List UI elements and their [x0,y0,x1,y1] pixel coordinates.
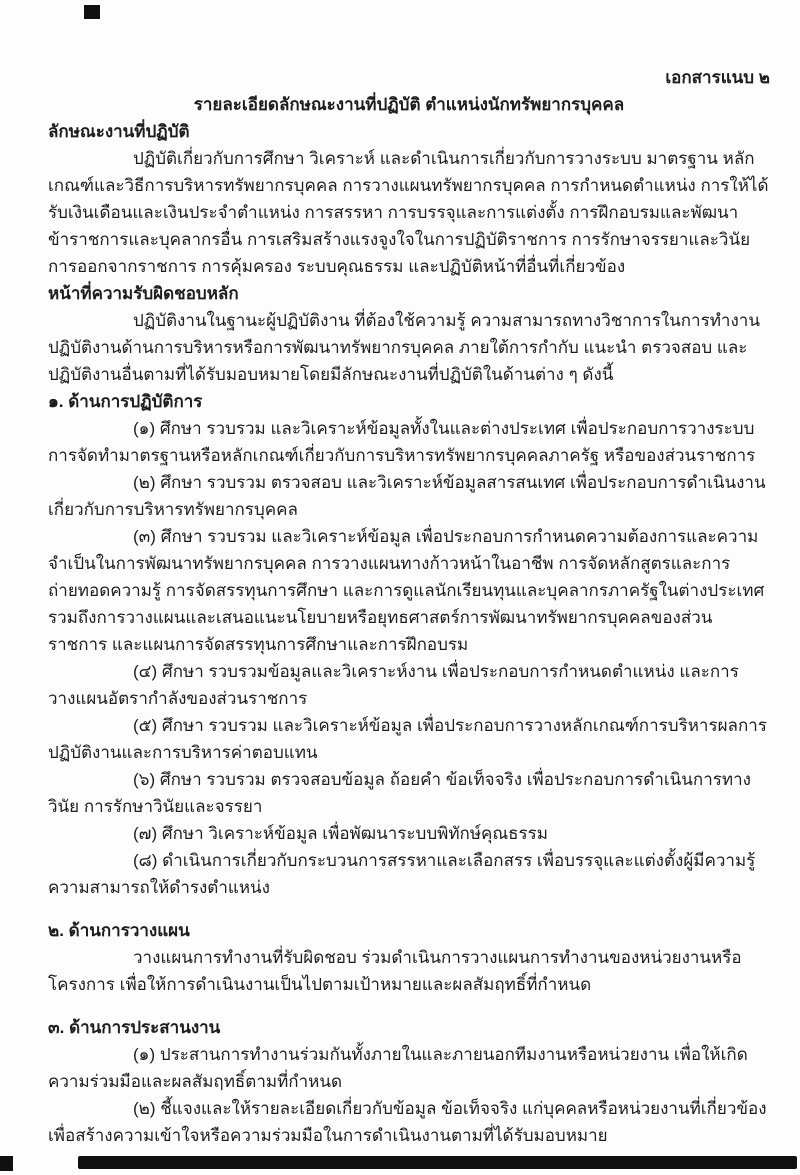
duty-item: (๑) ศึกษา รวบรวม และวิเคราะห์ข้อมูลทั้งในและต่างประเทศ เพื่อประกอบการวางระบบการจัดทำมาตรฐานหรือหลักเกณฑ์เกี่ยวกับการบริหารทรัพยากรบุคคลภาครัฐ หรือของส่วนราชการ [48,419,756,465]
scan-artifact-bottom-bar [78,1156,797,1169]
document-content [48,64,770,1149]
duty-item: (๖) ศึกษา รวบรวม ตรวจสอบข้อมูล ถ้อยคำ ข้อเท็จจริง เพื่อประกอบการดำเนินการทางวินัย การรักษาวินัยและจรรยา [48,770,751,816]
section-heading-job-description: ลักษณะงานที่ปฏิบัติ [48,122,190,141]
duty-item: (๒) ชี้แจงและให้รายละเอียดเกี่ยวกับข้อมูล ข้อเท็จจริง แก่บุคคลหรือหน่วยงานที่เกี่ยวข้องเพื่อสร้างความเข้าใจหรือความร่วมมือในการดำเนินงานตามที่ได้รับมอบหมาย [48,1099,767,1145]
duty-item: (๓) ศึกษา รวบรวม และวิเคราะห์ข้อมูล เพื่อประกอบการกำหนดความต้องการและความจำเป็นในการพัฒนาทรัพยากรบุคคล การวางแผนทางก้าวหน้าในอาชีพ การจัดหลักสูตรและการถ่ายทอดความรู้ การจัดสรรทุนการศึกษา และการดูแลนักเรียนทุนและบุคลากรภาครัฐในต่างประเทศ รวมถึงการวางแผนและเสนอแนะนโยบายหรือยุทธศาสตร์การพัฒนาทรัพยากรบุคคลของส่วนราชการ และแผนการจัดสรรทุนการศึกษาและการฝึกอบรม [48,527,765,654]
scan-artifact-top-left [84,5,100,19]
main-responsibility-paragraph: ปฏิบัติงานในฐานะผู้ปฏิบัติงาน ที่ต้องใช้ความรู้ ความสามารถทางวิชาการในการทำงาน ปฏิบัติงานด้านการบริหารหรือการพัฒนาทรัพยากรบุคคล ภายใต้การกำกับ แนะนำ ตรวจสอบ และปฏิบัติงานอื่นตามที่ได้รับมอบหมายโดยมีลักษณะงานที่ปฏิบัติในด้านต่าง ๆ ดังนี้ [48,311,760,384]
duty-item: วางแผนการทำงานที่รับผิดชอบ ร่วมดำเนินการวางแผนการทำงานของหน่วยงานหรือโครงการ เพื่อให้การดำเนินงานเป็นไปตามเป้าหมายและผลสัมฤทธิ์ที่กำหนด [48,948,742,994]
duty-item: (๘) ดำเนินการเกี่ยวกับกระบวนการสรรหาและเลือกสรร เพื่อบรรจุและแต่งตั้งผู้มีความรู้ความสามารถให้ดำรงตำแหน่ง [48,851,756,897]
duty-heading-planning: ๒. ด้านการวางแผน [48,921,190,940]
duty-item: (๔) ศึกษา รวบรวมข้อมูลและวิเคราะห์งาน เพื่อประกอบการกำหนดตำแหน่ง และการวางแผนอัตรากำลังของส่วนราชการ [48,662,739,708]
duty-item: (๗) ศึกษา วิเคราะห์ข้อมูล เพื่อพัฒนาระบบพิทักษ์คุณธรรม [133,824,549,843]
duty-heading-operations: ๑. ด้านการปฏิบัติการ [48,392,203,411]
attachment-label: เอกสารแนบ ๒ [665,68,770,87]
duty-item: (๑) ประสานการทำงานร่วมกันทั้งภายในและภายนอกทีมงานหรือหน่วยงาน เพื่อให้เกิดความร่วมมือและผลสัมฤทธิ์ตามที่กำหนด [48,1045,748,1091]
duty-item: (๒) ศึกษา รวบรวม ตรวจสอบ และวิเคราะห์ข้อมูลสารสนเทศ เพื่อประกอบการดำเนินงานเกี่ยวกับการบริหารทรัพยากรบุคคล [48,473,766,519]
document-title: รายละเอียดลักษณะงานที่ปฏิบัติ ตำแหน่งนักทรัพยากรบุคคล [193,95,625,114]
duty-item: (๕) ศึกษา รวบรวม และวิเคราะห์ข้อมูล เพื่อประกอบการวางหลักเกณฑ์การบริหารผลการปฏิบัติงานและการบริหารค่าตอบแทน [48,716,767,762]
duty-heading-coordination: ๓. ด้านการประสานงาน [48,1018,221,1037]
section-heading-main-responsibility: หน้าที่ความรับผิดชอบหลัก [48,284,239,303]
job-description-paragraph: ปฏิบัติเกี่ยวกับการศึกษา วิเคราะห์ และดำเนินการเกี่ยวกับการวางระบบ มาตรฐาน หลักเกณฑ์และวิธีการบริหารทรัพยากรบุคคล การวางแผนทรัพยากรบุคคล การกำหนดตำแหน่ง การให้ได้รับเงินเดือนและเงินประจำตำแหน่ง การสรรหา การบรรจุและการแต่งตั้ง การฝึกอบรมและพัฒนาข้าราชการและบุคลากรอื่น การเสริมสร้างแรงจูงใจในการปฏิบัติราชการ การรักษาจรรยาและวินัย การออกจากราชการ การคุ้มครอง ระบบคุณธรรม และปฏิบัติหน้าที่อื่นที่เกี่ยวข้อง [48,149,769,276]
scan-artifact-bottom-left [0,1156,13,1171]
